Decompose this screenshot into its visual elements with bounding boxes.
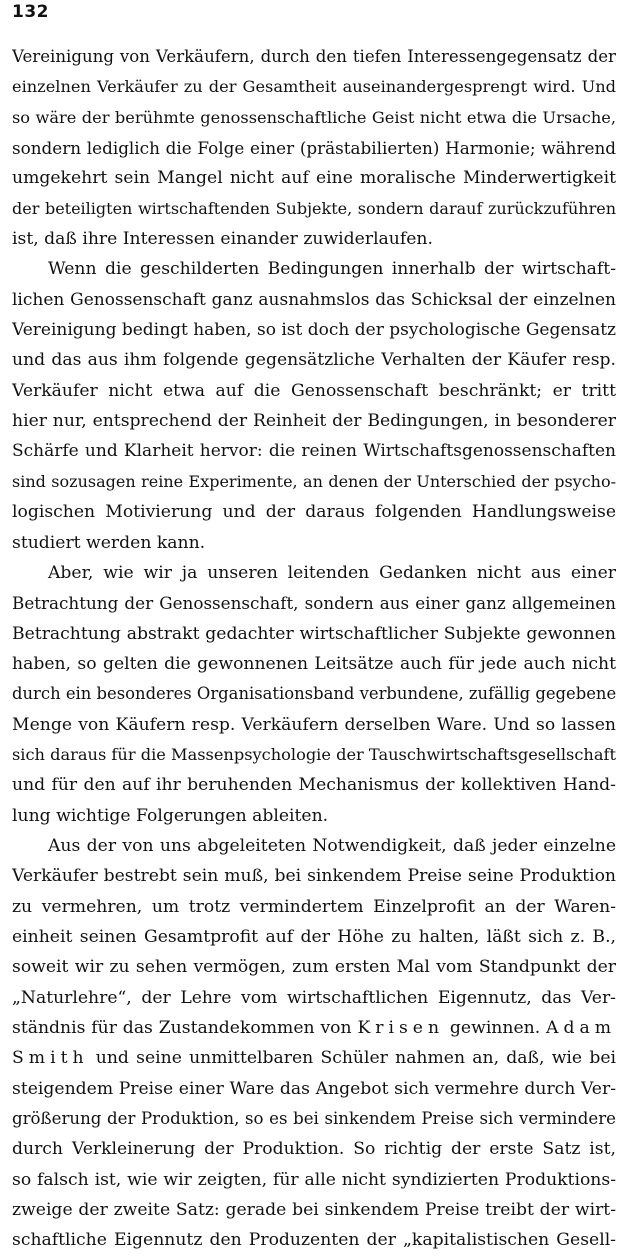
text-line: so wäre der berühmte genossenschaftliche Geist nicht etwa die Ursache, [12,107,616,127]
text-line: sondern lediglich die Folge einer (prästabilierten) Harmonie; während [12,138,616,159]
text-line: größerung der Produktion, so es bei sinkendem Preise sich vermindere [12,1109,616,1129]
text-line: durch Verkleinerung der Produktion. So richtig der erste Satz ist, [12,1139,616,1160]
text-line: steigendem Preise einer Ware das Angebot sich vermehre durch Ver- [12,1078,616,1099]
text-line: lichen Genossenschaft ganz ausnahmslos das Schicksal der einzelnen [12,289,616,310]
spaced-word: Krisen [357,1018,445,1038]
text-line: Betrachtung der Genossenschaft, sondern aus einer ganz allgemeinen [12,593,616,614]
text-line: zu vermehren, um trotz vermindertem Einzelprofit an der Waren- [12,896,616,917]
text-line: einheit seinen Gesamtprofit auf der Höhe zu halten, läßt sich z. B., [12,926,616,947]
text-line: Verkäufer nicht etwa auf die Genossenschaft beschränkt; er tritt [12,380,616,401]
spaced-word: Smith [12,1048,89,1069]
spaced-word: Adam [546,1018,616,1038]
text-line: schaftliche Eigennutz den Produzenten der „kapitalistischen Gesell- [12,1230,616,1251]
text-line: soweit wir zu sehen vermögen, zum ersten Mal vom Standpunkt der [12,957,616,978]
text-line: umgekehrt sein Mangel nicht auf eine moralische Minderwertigkeit [12,168,616,189]
text-line: Aber, wie wir ja unseren leitenden Gedanken nicht aus einer [48,562,616,583]
text-line: logischen Motivierung und der daraus folgenden Handlungsweise [12,502,616,523]
text-line: Vereinigung bedingt haben, so ist doch der psychologische Gegensatz [12,320,616,341]
text-line: und das aus ihm folgende gegensätzliche Verhalten der Käufer resp. [12,350,616,371]
text-line: Verkäufer bestrebt sein muß, bei sinkendem Preise seine Produktion [12,866,616,887]
text-line: haben, so gelten die gewonnenen Leitsätze auch für jede auch nicht [12,653,616,674]
page-number: 132 [12,2,49,22]
text-line: einzelnen Verkäufer zu der Gesamtheit auseinandergesprengt wird. Und [12,77,616,97]
body-text [12,42,616,1256]
text-line: Smith und seine unmittelbaren Schüler nahmen an, daß, wie bei [12,1048,616,1069]
text-line: sind sozusagen reine Experimente, an denen der Unterschied der psycho- [12,471,616,491]
text-line: Schärfe und Klarheit hervor: die reinen Wirtschaftsgenossenschaften [12,441,616,462]
text-line: „Naturlehre“, der Lehre vom wirtschaftlichen Eigennutz, das Ver- [12,987,616,1008]
text-line: studiert werden kann. [12,532,206,553]
text-line: Betrachtung abstrakt gedachter wirtschaftlicher Subjekte gewonnen [12,623,616,644]
text-line: hier nur, entsprechend der Reinheit der Bedingungen, in besonderer [12,411,616,432]
text-line: zweige der zweite Satz: gerade bei sinkendem Preise treibt der wirt- [12,1200,616,1221]
text-line: durch ein besonderes Organisationsband verbundene, zufällig gegebene [12,684,616,704]
text-line: ist, daß ihre Interessen einander zuwiderlaufen. [12,229,433,250]
text-line: und für den auf ihr beruhenden Mechanismus der kollektiven Hand- [12,775,616,796]
text-line: sich daraus für die Massenpsychologie der Tauschwirtschaftsgesellschaft [12,744,616,764]
text-line: Menge von Käufern resp. Verkäufern derselben Ware. Und so lassen [12,714,616,735]
text-line: ständnis für das Zustandekommen von Krisen gewinnen. Adam [12,1018,616,1038]
text-line: Vereinigung von Verkäufern, durch den tiefen Interessengegensatz der [12,47,616,66]
text-line: der beteiligten wirtschaftenden Subjekte, sondern darauf zurückzuführen [12,198,616,218]
text-line: so falsch ist, wie wir zeigten, für alle nicht syndizierten Produktions- [12,1169,616,1190]
text-line: Wenn die geschilderten Bedingungen innerhalb der wirtschaft- [48,259,616,280]
text-line: lung wichtige Folgerungen ableiten. [12,805,329,826]
text-line: Aus der von uns abgeleiteten Notwendigkeit, daß jeder einzelne [48,835,616,856]
